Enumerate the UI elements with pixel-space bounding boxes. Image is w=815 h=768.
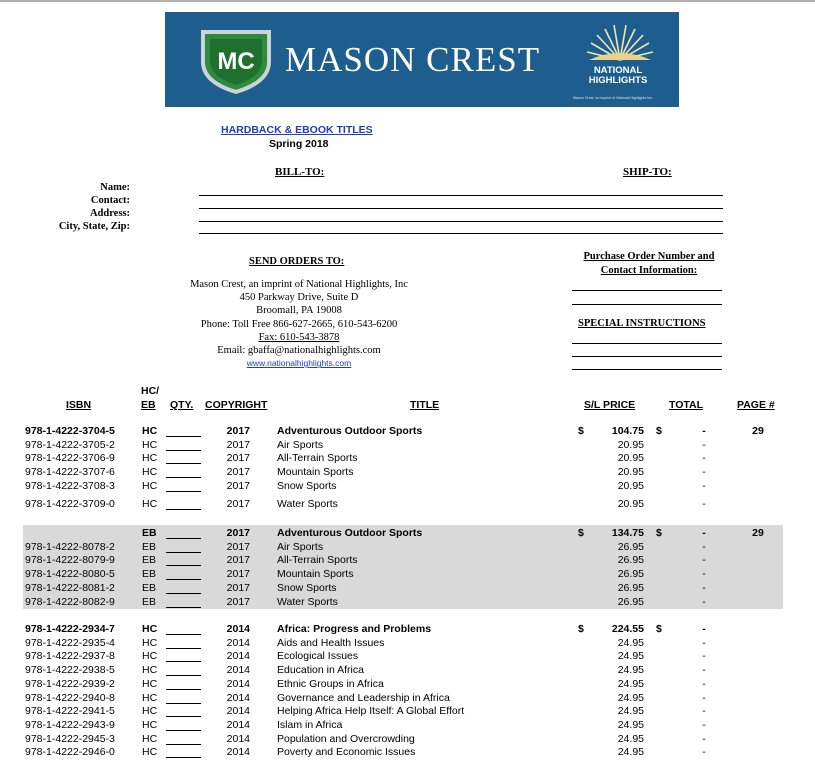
table-row [0,480,815,494]
format-cell: HC [142,677,158,690]
price-header: S/L PRICE [584,399,636,411]
table-row [0,439,815,453]
name-label: Name: [100,182,130,193]
isbn-cell: 978-1-4222-2941-5 [25,705,115,718]
phone-line: Phone: Toll Free 866-627-2665, 610-543-6200 [200,318,398,330]
isbn-cell: 978-1-4222-3709-0 [25,497,115,510]
imprint-tagline: Mason Crest, an imprint of National Highlights Inc. [573,96,653,100]
address-field-line[interactable] [199,221,723,222]
copyright-cell: 2014 [226,677,250,690]
total-cell: - [702,636,706,649]
isbn-cell: 978-1-4222-3705-2 [25,438,115,451]
total-cell: - [702,466,706,479]
total-cell: - [702,664,706,677]
address-line: Mason Crest, an imprint of National Highlights, Inc [190,279,408,290]
isbn-cell: 978-1-4222-3707-6 [25,466,115,479]
isbn-cell: 978-1-4222-2937-8 [25,650,115,663]
copyright-cell: 2017 [226,554,250,567]
isbn-cell: 978-1-4222-2946-0 [25,746,115,759]
table-row [0,664,815,678]
format-cell: HC [142,664,158,677]
address-label: Address: [89,208,130,219]
table-row [0,554,815,568]
total-cell: - [702,718,706,731]
table-row [0,623,815,637]
quantity-field[interactable] [166,757,201,758]
hceb-header: EB [141,399,156,411]
price-cell: 24.95 [617,746,644,759]
title-header: TITLE [410,399,440,411]
title-cell: Islam in Africa [277,718,343,731]
quantity-field[interactable] [166,565,201,566]
quantity-field[interactable] [166,509,201,510]
price-cell: 20.95 [617,438,644,451]
quantity-field[interactable] [166,607,201,608]
currency-cell: $ [656,425,662,437]
title-cell: Governance and Leadership in Africa [277,691,450,704]
format-cell: EB [142,540,157,553]
table-row [0,705,815,719]
title-cell: Adventurous Outdoor Sports [277,527,423,539]
copyright-cell: 2017 [226,581,250,594]
currency-cell: $ [656,623,662,635]
isbn-cell: 978-1-4222-2934-7 [25,623,115,635]
copyright-cell: 2017 [226,452,250,465]
quantity-field[interactable] [166,579,201,580]
send-orders-heading: SEND ORDERS TO: [249,256,345,267]
logo-text: MC [217,48,255,75]
title-cell: Poverty and Economic Issues [277,746,416,759]
currency-cell: $ [656,527,662,539]
website-link[interactable]: www.nationalhighlights.com [246,358,352,369]
total-cell: - [702,691,706,704]
title-cell: Snow Sports [277,479,337,492]
format-cell: HC [142,705,158,718]
price-cell: 24.95 [617,650,644,663]
fax-line: Fax: 610-543-3878 [258,331,340,343]
title-cell: Population and Overcrowding [277,732,415,745]
isbn-cell: 978-1-4222-2945-3 [25,732,115,745]
title-cell: Ecological Issues [277,650,359,663]
title-cell: Water Sports [277,497,338,510]
price-cell: 104.75 [611,425,644,437]
isbn-cell: 978-1-4222-2938-5 [25,664,115,677]
contact-field-line[interactable] [199,208,723,209]
send-orders-address [165,278,433,370]
title-cell: Snow Sports [277,581,337,594]
isbn-cell: 978-1-4222-8080-5 [25,568,115,581]
quantity-field[interactable] [166,477,201,478]
copyright-cell: 2017 [226,527,250,539]
isbn-cell: 978-1-4222-8078-2 [25,540,115,553]
qty-header: QTY. [170,399,194,411]
total-cell: - [702,438,706,451]
table-row [0,746,815,760]
name-field-line[interactable] [199,195,723,196]
table-row [0,568,815,582]
page-top-rule [0,0,815,2]
copyright-cell: 2014 [226,623,250,635]
total-cell: - [702,677,706,690]
total-cell: - [702,568,706,581]
table-row [0,498,815,512]
quantity-field[interactable] [166,463,201,464]
isbn-cell: 978-1-4222-8082-9 [25,595,115,608]
table-row [0,719,815,733]
city-field-line[interactable] [199,233,723,234]
title-cell: Water Sports [277,595,338,608]
format-cell: EB [142,527,157,539]
quantity-field[interactable] [166,675,201,676]
total-cell: - [702,479,706,492]
table-row [0,425,815,439]
bill-to-heading: BILL-TO: [275,166,325,178]
format-cell: EB [142,581,157,594]
format-cell: EB [142,595,157,608]
quantity-field[interactable] [166,634,201,635]
table-row [0,678,815,692]
price-cell: 24.95 [617,718,644,731]
total-cell: - [702,497,706,510]
format-cell: HC [142,497,158,510]
address-line: Broomall, PA 19008 [256,305,342,317]
format-cell: HC [142,636,158,649]
quantity-field[interactable] [166,593,201,594]
quantity-field[interactable] [166,436,201,437]
title-cell: Africa: Progress and Problems [277,623,432,635]
price-cell: 24.95 [617,664,644,677]
hceb-header-top: HC/ [141,385,160,397]
title-cell: Mountain Sports [277,466,354,479]
copyright-cell: 2017 [226,497,250,510]
copyright-cell: 2014 [226,636,250,649]
table-row [0,527,815,541]
po-heading: Purchase Order Number and Contact Information: [583,251,715,276]
format-cell: HC [142,732,158,745]
isbn-header: ISBN [66,399,92,411]
price-cell: 26.95 [617,595,644,608]
table-row [0,466,815,480]
table-row [0,596,815,610]
quantity-field[interactable] [166,703,201,704]
copyright-cell: 2014 [226,650,250,663]
format-cell: HC [142,452,158,465]
price-cell: 26.95 [617,540,644,553]
total-cell: - [702,581,706,594]
price-cell: 26.95 [617,568,644,581]
catalog-title-link[interactable]: HARDBACK & EBOOK TITLES [221,124,373,136]
title-cell: Adventurous Outdoor Sports [277,425,423,437]
format-cell: HC [142,650,158,663]
imprint-logo-text: NATIONAL HIGHLIGHTS [588,65,648,86]
total-cell: - [702,540,706,553]
table-row [0,692,815,706]
quantity-field[interactable] [166,491,201,492]
quantity-field[interactable] [166,716,201,717]
email-line: Email: gbaffa@nationalhighlights.com [217,345,381,357]
copyright-header: COPYRIGHT [205,399,268,411]
total-cell: - [702,554,706,567]
price-cell: 26.95 [617,581,644,594]
copyright-cell: 2014 [226,664,250,677]
title-cell: All-Terrain Sports [277,554,358,567]
format-cell: HC [142,438,158,451]
isbn-cell: 978-1-4222-2935-4 [25,636,115,649]
quantity-field[interactable] [166,552,201,553]
total-cell: - [702,705,706,718]
format-cell: HC [142,718,158,731]
copyright-cell: 2014 [226,718,250,731]
total-cell: - [702,746,706,759]
isbn-cell: 978-1-4222-3704-5 [25,425,115,437]
price-cell: 134.75 [611,527,644,539]
po-field-line[interactable] [572,304,722,305]
page-header: PAGE # [737,399,775,411]
table-row [0,733,815,747]
table-row [0,541,815,555]
special-instructions-heading: SPECIAL INSTRUCTIONS [578,318,706,329]
currency-cell: $ [578,623,584,635]
title-cell: Education in Africa [277,664,364,677]
table-row [0,582,815,596]
title-cell: Mountain Sports [277,568,354,581]
quantity-field[interactable] [166,648,201,649]
copyright-cell: 2017 [226,568,250,581]
isbn-cell: 978-1-4222-2939-2 [25,677,115,690]
quantity-field[interactable] [166,744,201,745]
copyright-cell: 2017 [226,540,250,553]
price-cell: 26.95 [617,554,644,567]
copyright-cell: 2014 [226,746,250,759]
po-field-line[interactable] [572,290,722,291]
address-line: 450 Parkway Drive, Suite D [239,292,359,304]
copyright-cell: 2017 [226,595,250,608]
price-cell: 24.95 [617,732,644,745]
contact-label: Contact: [90,195,130,206]
page-cell: 29 [752,527,764,539]
price-cell: 24.95 [617,705,644,718]
price-cell: 24.95 [617,691,644,704]
price-cell: 224.55 [611,623,644,635]
isbn-cell: 978-1-4222-2943-9 [25,718,115,731]
season-label: Spring 2018 [269,138,329,150]
total-cell: - [702,623,706,635]
format-cell: HC [142,479,158,492]
format-cell: HC [142,425,158,437]
isbn-cell: 978-1-4222-8079-9 [25,554,115,567]
title-cell: Ethnic Groups in Africa [277,677,384,690]
sunburst-icon [583,24,657,62]
copyright-cell: 2014 [226,691,250,704]
format-cell: EB [142,554,157,567]
table-row [0,637,815,651]
price-cell: 20.95 [617,452,644,465]
currency-cell: $ [578,527,584,539]
copyright-cell: 2014 [226,732,250,745]
ship-to-heading: SHIP-TO: [623,166,672,178]
brand-name: MASON CREST [285,40,541,79]
copyright-cell: 2017 [226,425,250,437]
format-cell: HC [142,691,158,704]
total-cell: - [702,650,706,663]
quantity-field[interactable] [166,450,201,451]
table-row [0,452,815,466]
copyright-cell: 2017 [226,479,250,492]
mc-shield-logo [199,28,273,94]
price-cell: 24.95 [617,677,644,690]
total-header: TOTAL [669,399,704,411]
format-cell: EB [142,568,157,581]
isbn-cell: 978-1-4222-8081-2 [25,581,115,594]
format-cell: HC [142,623,158,635]
instructions-field-line[interactable] [572,356,722,357]
isbn-cell: 978-1-4222-3708-3 [25,479,115,492]
page-cell: 29 [752,425,764,437]
publisher-banner [165,12,679,107]
price-cell: 24.95 [617,636,644,649]
price-cell: 20.95 [617,479,644,492]
quantity-field[interactable] [166,689,201,690]
quantity-field[interactable] [166,538,201,539]
title-cell: Aids and Health Issues [277,636,385,649]
isbn-cell: 978-1-4222-3706-9 [25,452,115,465]
quantity-field[interactable] [166,661,201,662]
copyright-cell: 2017 [226,466,250,479]
total-cell: - [702,732,706,745]
title-cell: All-Terrain Sports [277,452,358,465]
price-cell: 20.95 [617,466,644,479]
total-cell: - [702,527,706,539]
copyright-cell: 2014 [226,705,250,718]
copyright-cell: 2017 [226,438,250,451]
isbn-cell: 978-1-4222-2940-8 [25,691,115,704]
city-state-zip-label: City, State, Zip: [58,221,130,232]
total-cell: - [702,595,706,608]
title-cell: Helping Africa Help Itself: A Global Effort [277,705,465,718]
total-cell: - [702,425,706,437]
currency-cell: $ [578,425,584,437]
price-cell: 20.95 [617,497,644,510]
title-cell: Air Sports [277,438,324,451]
total-cell: - [702,452,706,465]
table-row [0,650,815,664]
format-cell: HC [142,466,158,479]
instructions-field-line[interactable] [572,369,722,370]
format-cell: HC [142,746,158,759]
instructions-field-line[interactable] [572,343,722,344]
quantity-field[interactable] [166,730,201,731]
title-cell: Air Sports [277,540,324,553]
